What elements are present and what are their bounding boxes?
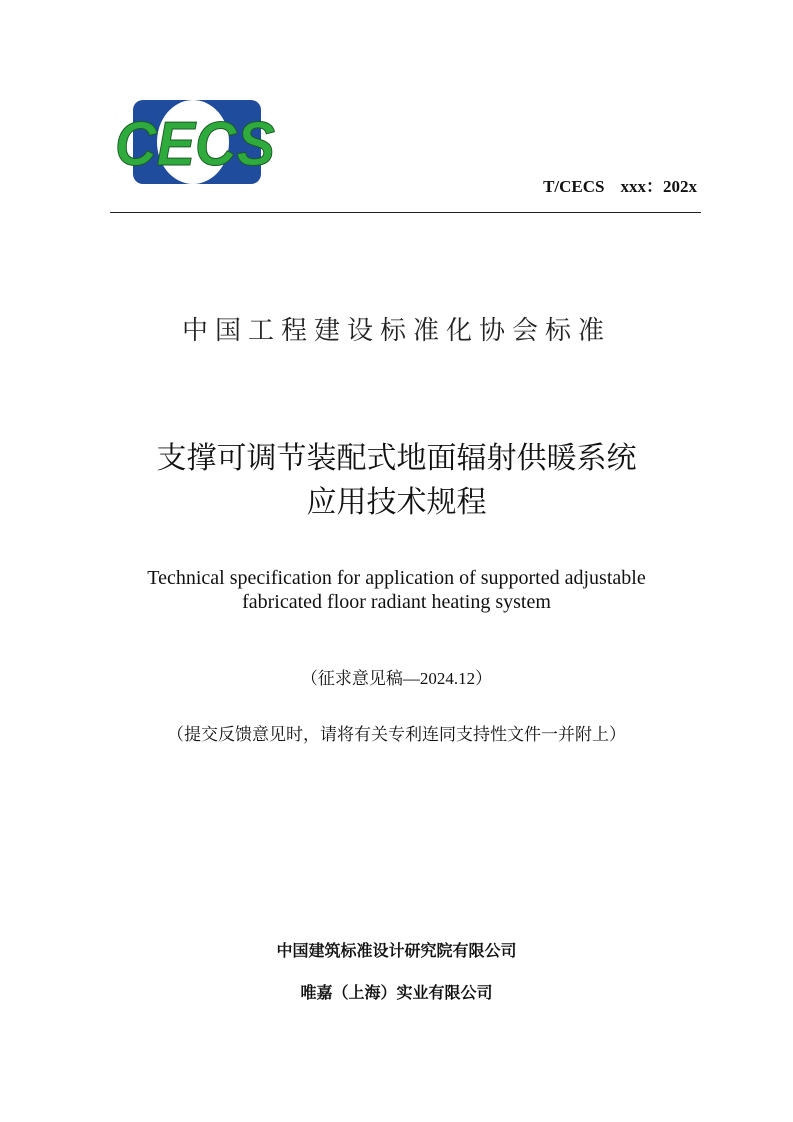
patent-notice: （提交反馈意见时，请将有关专利连同支持性文件一并附上） <box>167 725 626 745</box>
standard-number: xxx：202x <box>620 177 697 196</box>
association-name: 中国工程建设标准化协会标准 <box>181 316 611 346</box>
cecs-logo <box>113 97 278 187</box>
title-line-2: 应用技术规程 <box>306 485 487 520</box>
standard-code <box>543 172 697 197</box>
draft-note: （征求意见稿—2024.12） <box>300 669 493 688</box>
title-line-1: 支撑可调节装配式地面辐射供暖系统 <box>156 441 637 476</box>
svg-text:CECS: CECS <box>115 110 275 179</box>
organization-1: 中国建筑标准设计研究院有限公司 <box>276 941 517 960</box>
header-divider <box>110 212 701 213</box>
standard-prefix: T/CECS <box>543 177 605 196</box>
english-title-line-2: fabricated floor radiant heating system <box>242 591 551 613</box>
english-title-line-1: Technical specification for application of supported adjustable <box>147 567 646 589</box>
organization-2: 唯嘉（上海）实业有限公司 <box>300 983 493 1002</box>
